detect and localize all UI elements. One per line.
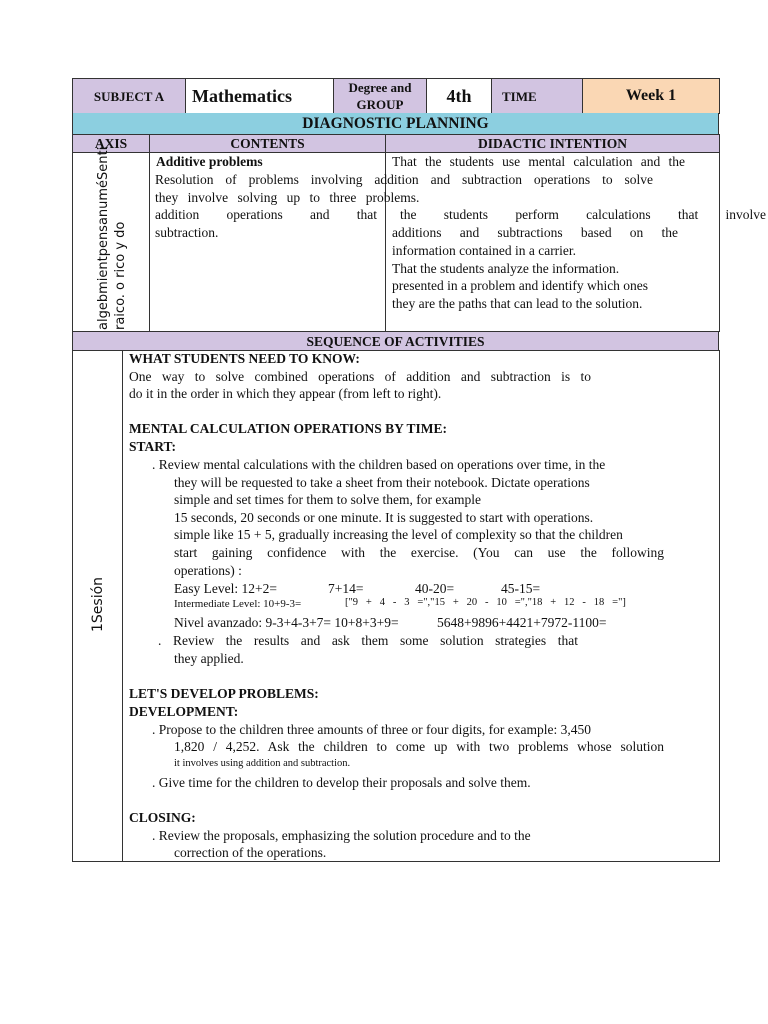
need-title: WHAT STUDENTS NEED TO KNOW: [129, 351, 360, 366]
development-title: DEVELOPMENT: [129, 704, 239, 719]
close-line-2: correction of the operations. [174, 845, 327, 860]
intention-line-7: they are the paths that can lead to the solution. [392, 296, 643, 311]
degree-label: Degree and GROUP [334, 79, 427, 114]
sequence-title: SEQUENCE OF ACTIVITIES [72, 331, 719, 351]
start-line-5: simple like 15 + 5, gradually increasing the level of complexity so that the children [174, 527, 623, 542]
easy-op-4: 45-15= [501, 581, 541, 596]
start-line-4: 15 seconds, 20 seconds or one minute. It is suggested to start with operations. [174, 510, 594, 525]
closing-title: CLOSING: [129, 810, 196, 825]
dev-line-2: 1,820 / 4,252. Ask the children to come up with two problems whose solution [174, 739, 664, 754]
start-line-1: . Review mental calculations with the children based on operations over time, in the [152, 457, 606, 472]
easy-level: Easy Level: 12+2= [174, 581, 277, 596]
start-line-7: operations) : [174, 563, 242, 578]
subject-label: SUBJECT A [73, 79, 186, 114]
easy-op-2: 7+14= [328, 581, 364, 596]
mental-title: MENTAL CALCULATION OPERATIONS BY TIME: [129, 421, 448, 436]
contents-title: Additive problems [156, 154, 263, 169]
start-line-3: simple and set times for them to solve them, for example [174, 492, 482, 507]
need-line-1: One way to solve combined operations of addition and subtraction is to [129, 369, 591, 384]
easy-op-3: 40-20= [415, 581, 455, 596]
intermediate-ops: ["9 + 4 - 3 =","15 + 20 - 10 =","18 + 12 - 18 ="] [345, 597, 626, 608]
need-line-2: do it in the order in which they appear (from left to right). [129, 386, 442, 401]
contents-line-3: addition operations and that [155, 207, 377, 222]
axis-header: AXIS [72, 134, 150, 153]
dev-line-1-text: . Propose to the children three amounts of three or four digits, for example: 3,450 [152, 722, 592, 737]
review-line-2: they applied. [174, 651, 244, 666]
time-value: Week 1 [583, 79, 720, 114]
degree-value: 4th [427, 79, 492, 114]
start-title: START: [129, 439, 177, 454]
subject-value: Mathematics [186, 79, 334, 114]
dev-line-4: . Give time for the children to develop their proposals and solve them. [152, 775, 531, 790]
close-line-1: . Review the proposals, emphasizing the solution procedure and to the [152, 828, 531, 843]
start-line-6: start gaining confidence with the exercise. (You can use the following [174, 545, 664, 560]
intention-line-1: That the students use mental calculation and the [392, 154, 685, 169]
develop-title: LET'S DEVELOP PROBLEMS: [129, 686, 319, 701]
advanced-level: Nivel avanzado: 9-3+4-3+7= 10+8+3+9= [174, 615, 399, 630]
contents-line-2: they involve solving up to three problems. [155, 190, 420, 205]
session-label: 1Sesión [90, 576, 106, 632]
intention-line-5: That the students analyze the information. [392, 261, 620, 276]
time-label: TIME [492, 79, 583, 114]
contents-line-4: subtraction. [155, 225, 219, 240]
axis-cell [72, 152, 150, 332]
start-line-2: they will be requested to take a sheet from their notebook. Dictate operations [174, 475, 590, 490]
axis-text-2: raico. o rico y do [113, 221, 128, 330]
axis-text-1: algebmientpensanuméSenti [96, 146, 111, 330]
dev-line-3: it involves using addition and subtraction. [174, 758, 351, 769]
header-table [72, 78, 720, 114]
intention-line-6: presented in a problem and identify which ones [392, 278, 649, 293]
intention-line-3: additions and subtractions based on the [392, 225, 678, 240]
intention-line-2: the students perform calculations that involve [400, 207, 766, 222]
intermediate-level: Intermediate Level: 10+9-3= [174, 598, 302, 610]
diagnostic-title: DIAGNOSTIC PLANNING [72, 113, 719, 135]
intention-header: DIDACTIC INTENTION [385, 134, 720, 153]
dev-line-1 [152, 721, 591, 739]
advanced-op: 5648+9896+4421+7972-1100= [437, 615, 607, 630]
intention-line-4: information contained in a carrier. [392, 243, 577, 258]
contents-header: CONTENTS [149, 134, 386, 153]
review-line-1: . Review the results and ask them some solution strategies that [158, 633, 578, 648]
contents-line-1: Resolution of problems involving addition and subtraction operations to solve [155, 172, 653, 187]
